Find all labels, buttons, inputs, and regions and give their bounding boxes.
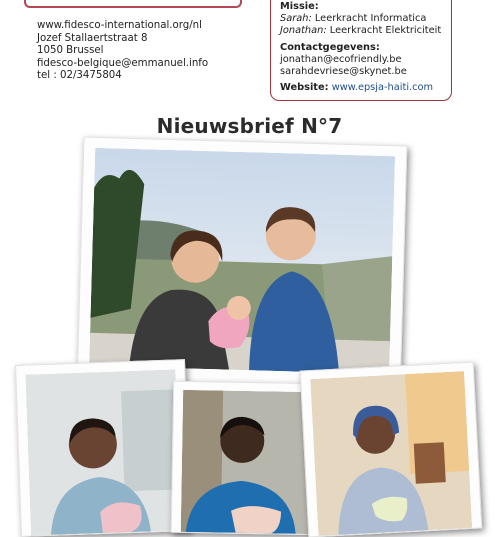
- contact-email-sarah[interactable]: sarahdevriese@skynet.be: [280, 66, 407, 78]
- mission-info-box: [270, 0, 452, 101]
- member-line-sarah: [280, 13, 451, 25]
- newsletter-title: Nieuwsbrief N°7: [156, 114, 343, 138]
- photo-man-with-baby: [15, 359, 191, 537]
- website-line: [280, 82, 451, 94]
- photo-smiling-man-image: [181, 390, 314, 534]
- member-name: Jonathan:: [280, 25, 327, 37]
- logo-banner: [24, 0, 242, 8]
- website-link[interactable]: www.epsja-haiti.com: [331, 82, 434, 94]
- sender-address: [37, 20, 208, 83]
- photo-nurse-image: [310, 371, 472, 536]
- photo-smiling-man-with-baby: [171, 381, 324, 536]
- photo-couple-image: [89, 148, 395, 374]
- address-phone: tel : 02/3475804: [37, 70, 122, 82]
- mission-heading: Missie:: [280, 1, 319, 12]
- contact-email-jonathan[interactable]: jonathan@ecofriendly.be: [280, 53, 402, 65]
- member-role: Leerkracht Elektriciteit: [329, 25, 442, 37]
- address-street: Jozef Stallaertstraat 8: [37, 32, 148, 44]
- member-line-jonathan: [280, 25, 451, 37]
- member-name: Sarah:: [280, 13, 312, 25]
- address-website[interactable]: www.fidesco-international.org/nl: [37, 20, 202, 31]
- website-label: Website:: [280, 82, 329, 94]
- address-email[interactable]: fidesco-belgique@emmanuel.info: [37, 57, 209, 69]
- photo-couple-with-baby: [77, 137, 408, 394]
- photo-man-image: [25, 369, 181, 535]
- member-role: Leerkracht Informatica: [314, 13, 427, 25]
- address-city: 1050 Brussel: [37, 45, 104, 57]
- photo-nurse-with-baby: [300, 362, 483, 537]
- contact-heading: Contactgegevens:: [280, 41, 380, 53]
